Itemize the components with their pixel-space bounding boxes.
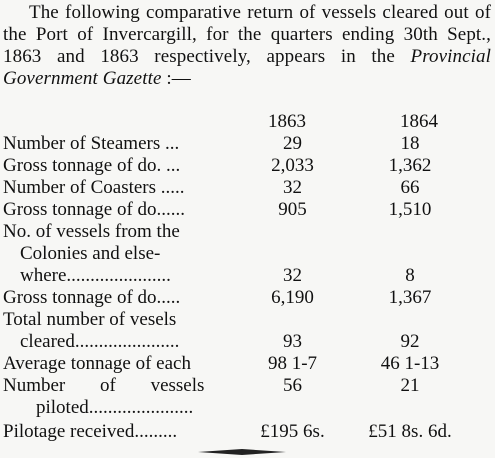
cell-1864-coasters: 66 [400,177,420,198]
row-label-average-tonnage: Average tonnage of each [3,353,191,374]
cell-1863-coasters: 32 [283,177,302,198]
cell-1863-total-vessels: 93 [283,331,302,352]
row-label-total-vessels: Total number of vesels [3,309,177,330]
cell-1863-colonial-vessels: 32 [283,265,302,286]
gazette-title: Provincial Government Gazette [3,46,491,89]
cell-1864-average-tonnage: 46 1-13 [380,353,440,374]
cell-1863-vessels-piloted: 56 [283,375,302,396]
cell-1863-colonial-tonnage: 6,190 [271,287,314,308]
intro-text: The following comparative return of vessels cleared out of the Port of Invercargill, for the quarters ending 30th Sept., 1863 and 1863 respectively, appears in the [3,2,491,67]
row-label-steamer-tonnage: Gross tonnage of do. ... [3,155,181,176]
row-label-colonial-vessels-end: where...................... [20,265,171,286]
divider-ornament [198,447,286,457]
row-label-colonial-vessels-cont: Colonies and else- [20,243,161,264]
row-label-steamers: Number of Steamers ... [3,133,180,154]
cell-1864-total-vessels: 92 [400,331,420,352]
row-label-coasters: Number of Coasters ..... [3,177,185,198]
row-label-total-vessels-end: cleared...................... [20,331,180,352]
row-label-pilotage: Pilotage received......... [3,421,178,442]
row-label-vessels-piloted: Number of vessels [3,375,205,396]
intro-paragraph [3,2,491,90]
cell-1863-steamers: 29 [283,133,302,154]
cell-1863-coaster-tonnage: 905 [278,199,307,220]
cell-1864-coaster-tonnage: 1,510 [388,199,432,220]
cell-1864-colonial-tonnage: 1,367 [388,287,432,308]
cell-1863-pilotage: £195 6s. [260,421,325,442]
cell-1864-steamers: 18 [400,133,420,154]
row-label-vessels-piloted-end: piloted...................... [36,397,194,418]
row-label-colonial-tonnage: Gross tonnage of do..... [3,287,181,308]
cell-1864-colonial-vessels: 8 [405,265,415,286]
column-header-1863: 1863 [268,111,306,132]
row-label-coaster-tonnage: Gross tonnage of do...... [3,199,186,220]
cell-1864-pilotage: £51 8s. 6d. [368,421,452,442]
cell-1864-vessels-piloted: 21 [400,375,420,396]
cell-1863-average-tonnage: 98 1-7 [267,353,318,374]
column-header-1864: 1864 [400,111,438,132]
cell-1864-steamer-tonnage: 1,362 [388,155,432,176]
row-label-colonial-vessels: No. of vessels from the [3,221,180,242]
intro-text-end: :— [161,68,191,89]
cell-1863-steamer-tonnage: 2,033 [271,155,314,176]
